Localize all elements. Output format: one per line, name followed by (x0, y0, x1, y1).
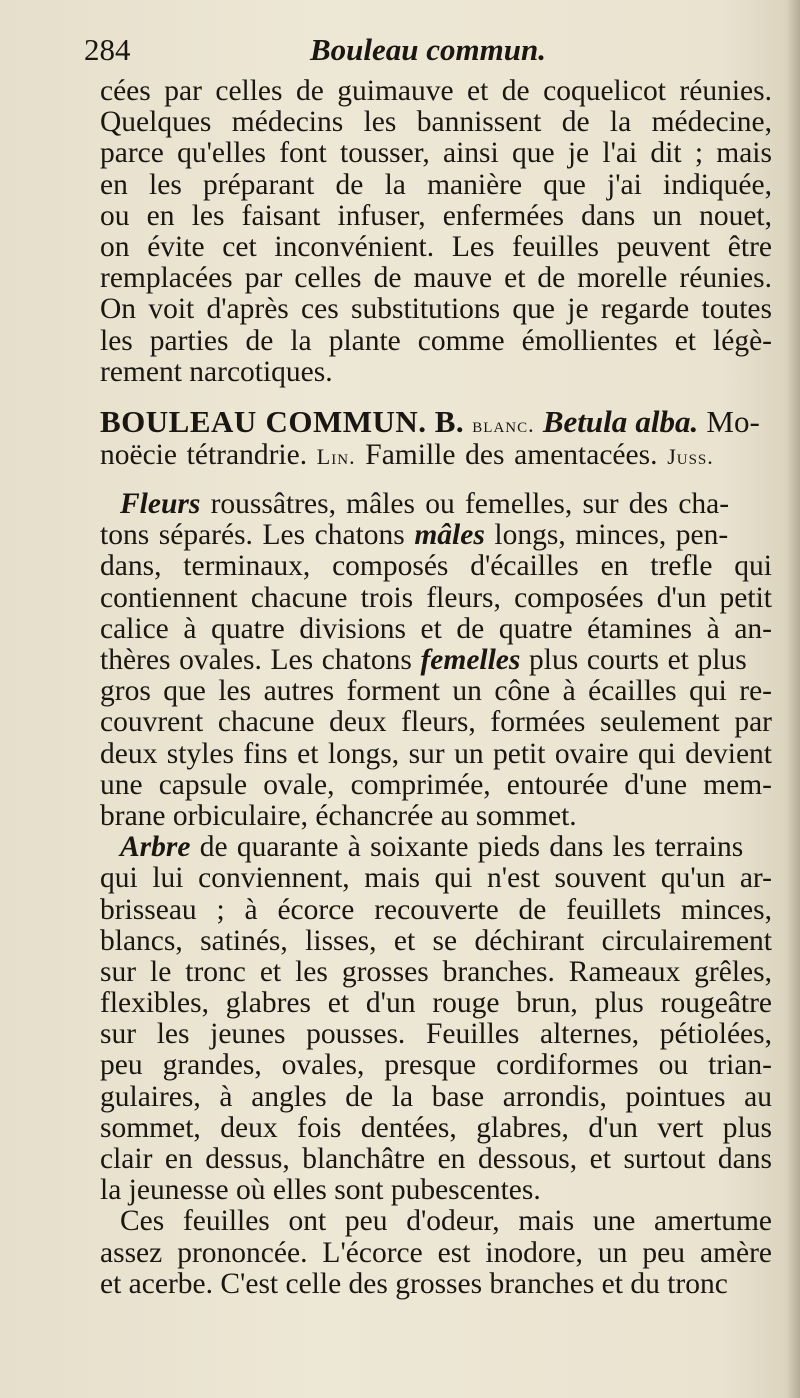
family: Famille des amentacées. (365, 438, 658, 471)
entry-heading (100, 403, 772, 471)
text-line: assez prononcée. L'écorce est inodore, un peu amère (100, 1236, 772, 1269)
text-line: clair en dessus, blanchâtre en dessous, et surtout dans (100, 1143, 772, 1175)
text-run: longs, minces, pen- (494, 519, 729, 552)
text-line: dans, terminaux, composés d'écailles en trefle qui (100, 550, 772, 583)
text-line: les parties de la plante comme émollientes et légè- (100, 324, 772, 357)
text-run: thères ovales. Les chatons (100, 644, 412, 676)
page-number: 284 (84, 32, 131, 67)
text-line: blancs, satinés, lisses, et se déchirant circulairement (100, 924, 772, 957)
latin-name: Betula alba. (542, 403, 699, 439)
text-line: deux styles fins et longs, sur un petit ovaire qui devient (100, 737, 772, 770)
text-line: remplacées par celles de mauve et de morelle réunies. (100, 262, 772, 295)
section-label-arbre: Arbre (120, 831, 191, 864)
paragraph-fleurs (100, 489, 772, 832)
entry-abbr: B. (434, 403, 465, 439)
text-run: plus courts et plus (529, 644, 747, 676)
entry-variety: blanc. (472, 411, 535, 437)
text-line: Quelques médecins les bannissent de la médecine, (100, 106, 772, 139)
text-line: rement narcotiques. (100, 355, 333, 388)
text-line: et acerbe. C'est celle des grosses branches et du tronc (100, 1267, 728, 1300)
text-line: couvrent chacune deux fleurs, formées seulement par (100, 706, 772, 739)
authority-jussieu: Juss. (667, 443, 714, 469)
text-line: la jeunesse où elles sont pubescentes. (100, 1174, 541, 1207)
text-run: de quarante à soixante pieds dans les terrains (199, 831, 744, 864)
entry-title: BOULEAU COMMUN. (100, 403, 427, 439)
text-run: roussâtres, mâles ou femelles, sur des cha- (210, 488, 730, 521)
page-edge-shadow (786, 0, 800, 1398)
section-label-fleurs: Fleurs (120, 488, 201, 521)
text-line: brisseau ; à écorce recouverte de feuillets minces, (100, 893, 772, 926)
text-line: calice à quatre divisions et de quatre étamines à an- (100, 612, 772, 645)
paragraph-arbre (100, 832, 772, 1206)
text-line: Ces feuilles ont peu d'odeur, mais une amertume (120, 1205, 772, 1238)
text-line: brane orbiculaire, échancrée au sommet. (100, 799, 577, 832)
text-line: sommet, deux fois dentées, glabres, d'un vert plus (100, 1111, 772, 1144)
classification-start: Mo- (706, 403, 760, 439)
text-line: sur les jeunes pousses. Feuilles alternes, pétiolées, (100, 1018, 772, 1051)
text-line: parce qu'elles font tousser, ainsi que je l'ai dit ; mais (100, 137, 772, 170)
text-line: cées par celles de guimauve et de coquelicot réunies. (100, 75, 772, 107)
text-line: gros que les autres forment un cône à écailles qui re- (100, 675, 772, 708)
text-line: contiennent chacune trois fleurs, composées d'un petit (100, 581, 772, 614)
text-line: en les préparant de la manière que j'ai indiquée, (100, 168, 772, 201)
paragraph-odeur (100, 1206, 772, 1300)
classification: noëcie tétrandrie. (100, 438, 308, 471)
text-line: ou en les faisant infuser, enfermées dans un nouet, (100, 199, 772, 232)
paragraph-continuation (100, 76, 772, 388)
authority-linnaeus: Lin. (316, 443, 356, 469)
text-line: flexibles, glabres et d'un rouge brun, plus rougeâtre (100, 987, 772, 1020)
text-line: peu grandes, ovales, presque cordiformes ou trian- (100, 1049, 772, 1082)
body-text (100, 76, 772, 1300)
text-line: qui lui conviennent, mais qui n'est souvent qu'un ar- (100, 862, 772, 895)
page-header (84, 28, 774, 72)
text-line: On voit d'après ces substitutions que je regarde toutes (100, 293, 772, 326)
text-line: gulaires, à angles de la base arrondis, pointues au (100, 1080, 772, 1113)
text-line: on évite cet inconvénient. Les feuilles peuvent être (100, 230, 772, 263)
text-line: sur le tronc et les grosses branches. Rameaux grêles, (100, 955, 772, 988)
emphasis: mâles (414, 519, 485, 552)
text-run: tons séparés. Les chatons (100, 519, 405, 552)
text-line: une capsule ovale, comprimée, entourée d'une mem- (100, 768, 772, 801)
running-title: Bouleau commun. (310, 32, 546, 67)
emphasis: femelles (420, 644, 521, 676)
